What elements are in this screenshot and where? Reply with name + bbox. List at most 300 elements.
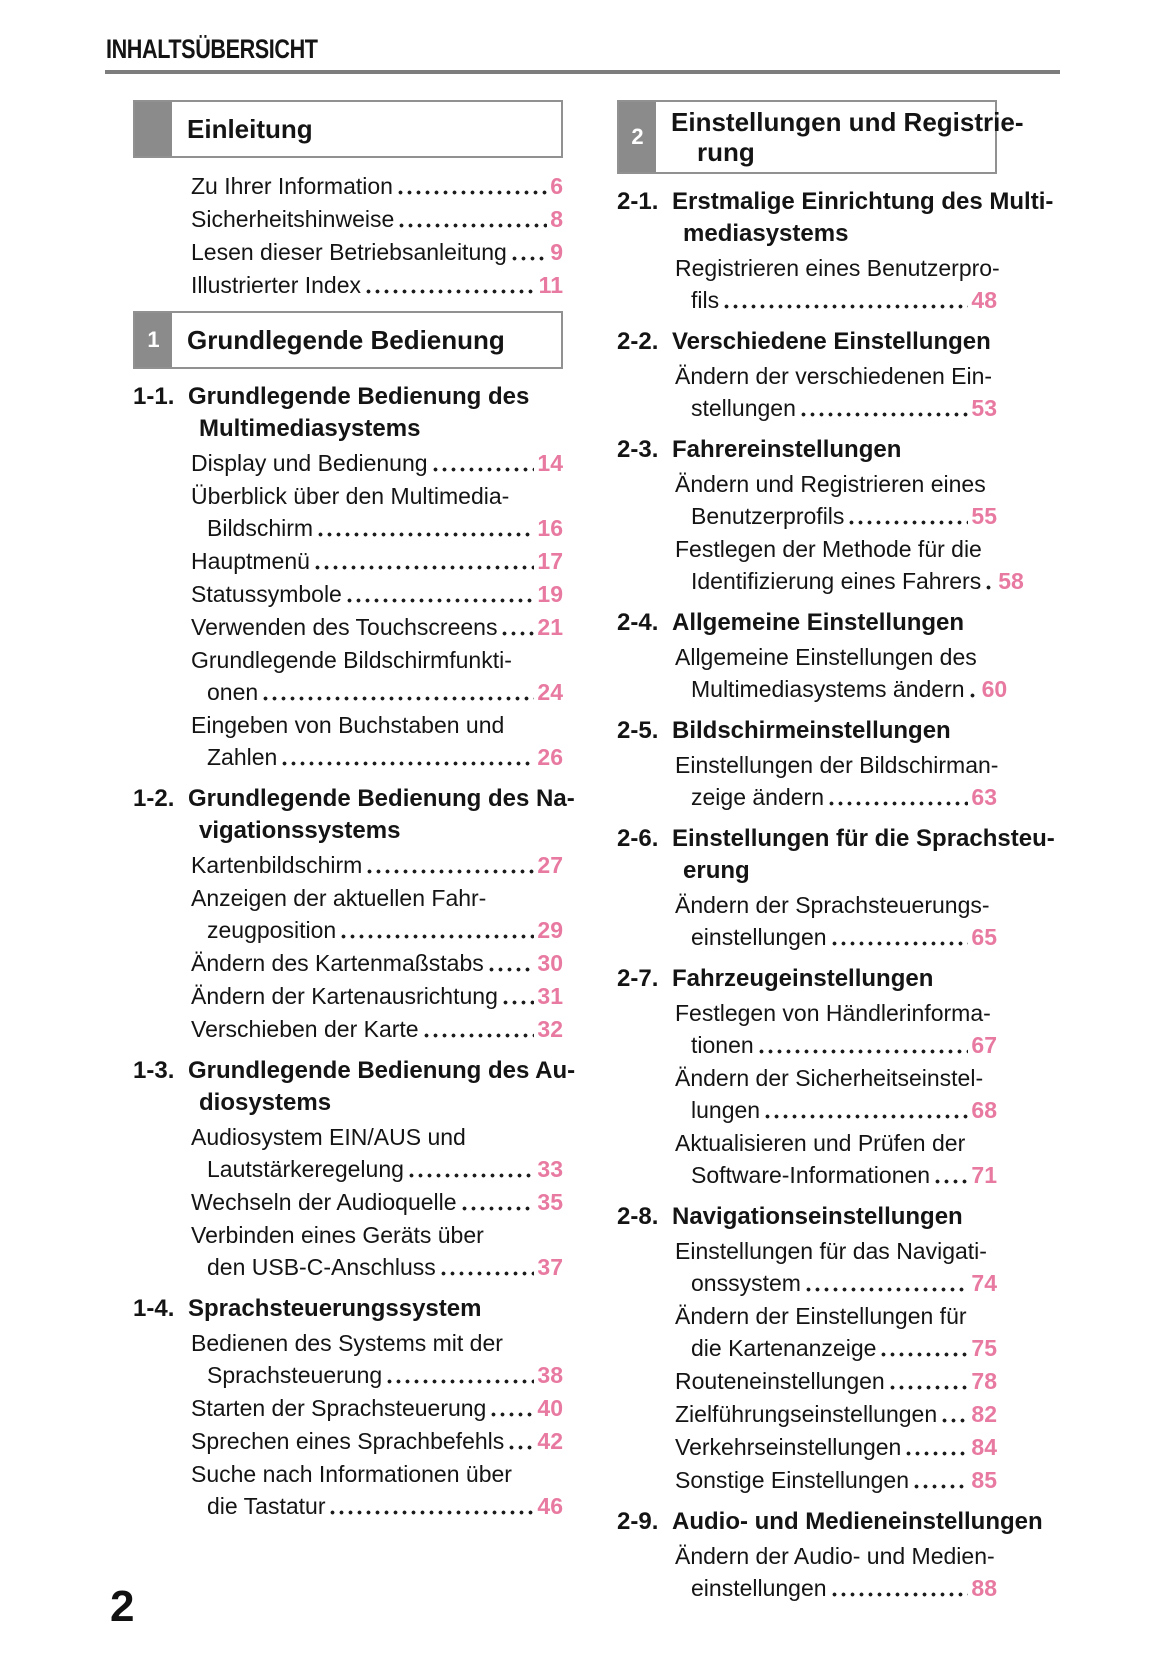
toc-entry-line (617, 360, 997, 392)
toc-entry-text: Bildschirm (207, 515, 314, 541)
section-heading (133, 1293, 563, 1325)
chapter-title-line: Grundlegende Bedienung (187, 325, 505, 355)
toc-entry-line (617, 641, 997, 673)
toc-entry-text: Sprachsteuerung (207, 1362, 383, 1388)
toc-entry (617, 1235, 997, 1299)
dot-leader (397, 189, 547, 196)
section-number: 2-3. (617, 436, 659, 463)
toc-entry-text: die Tastatur (207, 1493, 326, 1519)
toc-entry-text: Verbinden eines Geräts über (191, 1222, 484, 1248)
page-ref: 26 (537, 744, 563, 770)
section-heading (617, 823, 1055, 887)
toc-entry-text: Display und Bedienung (191, 450, 428, 476)
chapter-box (133, 311, 563, 369)
dot-leader (764, 1113, 968, 1120)
toc-column-left (133, 100, 576, 1523)
section-title-text: Verschiedene Einstellungen (672, 328, 991, 355)
toc-entry-line (133, 1153, 563, 1185)
page-ref: 9 (550, 239, 563, 265)
page-ref: 14 (537, 450, 563, 476)
toc-entry-text: onssystem (691, 1270, 801, 1296)
page-ref: 11 (538, 272, 563, 298)
toc-entry-text: Audiosystem EIN/AUS und (191, 1124, 466, 1150)
toc-entry-text: Multimediasystems ändern (691, 676, 965, 702)
toc-entry-line (617, 1332, 997, 1364)
section-title-line (617, 715, 997, 747)
toc-entry (133, 644, 563, 708)
dot-leader (934, 1178, 968, 1185)
page-ref: 35 (537, 1189, 563, 1215)
chapter-number-tab (135, 102, 172, 156)
toc-entry-text: Anzeigen der aktuellen Fahr- (191, 885, 487, 911)
toc-entry-line (617, 392, 997, 424)
section-heading (617, 1201, 997, 1233)
toc-column-right (617, 100, 1055, 1605)
dot-leader (723, 303, 968, 310)
toc-entry-line (617, 1300, 997, 1332)
toc-entry-line (133, 512, 563, 544)
dot-leader (805, 1286, 968, 1293)
section-title-line: erung (683, 857, 750, 884)
toc-entry-line (133, 236, 563, 268)
toc-entry-text: Ändern der Kartenausrichtung (191, 983, 498, 1009)
toc-entry-line (133, 1359, 563, 1391)
section-number: 2-8. (617, 1203, 659, 1230)
dot-leader (848, 519, 968, 526)
section-heading (617, 186, 1054, 250)
toc-entry-line (617, 749, 997, 781)
toc-entry-text: Registrieren eines Benutzerpro- (675, 255, 1000, 281)
section-title-text: Fahrzeugeinstellungen (672, 965, 934, 992)
toc-entry-text: Ändern des Kartenmaßstabs (191, 950, 484, 976)
section-title-line (617, 963, 997, 995)
dot-leader (461, 1205, 535, 1212)
toc-entry (133, 849, 563, 881)
toc-entry-line (617, 1029, 997, 1061)
page-ref: 37 (537, 1254, 563, 1280)
toc-entry (133, 447, 563, 479)
toc-entry-text: Ändern der Sicherheitseinstel- (675, 1065, 984, 1091)
page-ref: 33 (537, 1156, 563, 1182)
toc-entry (133, 882, 563, 946)
dot-leader (508, 1444, 534, 1451)
toc-entry-text: Einstellungen der Bildschirman- (675, 752, 999, 778)
toc-entry (617, 1431, 997, 1463)
page-ref: 19 (537, 581, 563, 607)
toc-entry-text: Zu Ihrer Information (191, 173, 393, 199)
toc-entry-line (133, 611, 563, 643)
section-title-text: Grundlegende Bedienung des (188, 383, 530, 410)
section-heading (617, 963, 997, 995)
page-title: INHALTSÜBERSICHT (106, 34, 318, 64)
section-number: 1-3. (133, 1057, 175, 1084)
section-title-line (617, 823, 1055, 855)
toc-entry (133, 709, 563, 773)
toc-entry-line (617, 533, 997, 565)
toc-entry-line (133, 545, 563, 577)
toc-entry (133, 980, 563, 1012)
toc-entry-text: Lautstärkeregelung (207, 1156, 404, 1182)
toc-entry (617, 533, 1024, 597)
toc-entry-text: die Kartenanzeige (691, 1335, 877, 1361)
dot-leader (985, 584, 995, 591)
page-ref: 42 (537, 1428, 563, 1454)
toc-entry (133, 1121, 563, 1185)
toc-entry (133, 236, 563, 268)
section-title-line: vigationssystems (199, 817, 401, 844)
toc-entry-text: Suche nach Informationen über (191, 1461, 512, 1487)
toc-entry-line (133, 1327, 563, 1359)
section-number: 2-7. (617, 965, 659, 992)
dot-leader (365, 288, 536, 295)
dot-leader (969, 692, 979, 699)
toc-entry-text: lungen (691, 1097, 761, 1123)
dot-leader (346, 597, 535, 604)
dot-leader (502, 999, 535, 1006)
toc-entry (617, 997, 997, 1061)
toc-entry (133, 578, 563, 610)
toc-entry-line (133, 1490, 563, 1522)
toc-entry-line (133, 741, 563, 773)
toc-entry-text: Hauptmenü (191, 548, 310, 574)
toc-entry-text: Routeneinstellungen (675, 1368, 885, 1394)
page-ref: 17 (537, 548, 563, 574)
toc-entry (617, 1464, 997, 1496)
section-heading (133, 381, 563, 445)
toc-entry-line (617, 1572, 997, 1604)
toc-entry-line (133, 1013, 563, 1045)
toc-entry (133, 611, 563, 643)
toc-entry-text: Festlegen von Händlerinforma- (675, 1000, 991, 1026)
toc-entry-text: Kartenbildschirm (191, 852, 363, 878)
section-title-line (133, 783, 575, 815)
chapter-title-line: Einleitung (187, 114, 313, 144)
toc-entry (133, 1219, 563, 1283)
section-heading (133, 1055, 576, 1119)
toc-entry (617, 1540, 997, 1604)
dot-leader (314, 564, 534, 571)
section-heading (617, 326, 997, 358)
toc-entry-text: Bedienen des Systems mit der (191, 1330, 503, 1356)
page-ref: 71 (971, 1162, 997, 1188)
dot-leader (831, 1591, 969, 1598)
header-rule (105, 70, 1060, 74)
toc-entry-text: tionen (691, 1032, 754, 1058)
toc-entry-line (617, 1398, 997, 1430)
page-ref: 68 (971, 1097, 997, 1123)
toc-entry-line (617, 1431, 997, 1463)
toc-entry-line (133, 709, 563, 741)
toc-entry-text: Aktualisieren und Prüfen der (675, 1130, 966, 1156)
page-number: 2 (110, 1582, 135, 1631)
dot-leader (501, 630, 534, 637)
section-title-text: Bildschirmeinstellungen (672, 717, 951, 744)
section-title-text: Sprachsteuerungssystem (188, 1295, 482, 1322)
toc-entry (133, 170, 563, 202)
toc-entry (133, 480, 563, 544)
toc-entry-text: Sprechen eines Sprachbefehls (191, 1428, 505, 1454)
toc-entry-text: zeugposition (207, 917, 337, 943)
page-ref: 21 (537, 614, 563, 640)
toc-entry-line (617, 1062, 997, 1094)
dot-leader (913, 1483, 968, 1490)
toc-entry (133, 203, 563, 235)
dot-leader (440, 1270, 535, 1277)
dot-leader (511, 255, 547, 262)
dot-leader (905, 1450, 968, 1457)
toc-entry-line (133, 1425, 563, 1457)
toc-entry (133, 269, 563, 301)
section-number: 2-2. (617, 328, 659, 355)
page-ref: 88 (971, 1575, 997, 1601)
section-title-line: mediasystems (683, 220, 849, 247)
section-heading (617, 607, 997, 639)
toc-entry-line (617, 1464, 997, 1496)
dot-leader (408, 1172, 534, 1179)
section-heading (617, 715, 997, 747)
page-ref: 53 (971, 395, 997, 421)
toc-entry-line (617, 1094, 997, 1126)
page-ref: 55 (971, 503, 997, 529)
toc-entry-line (133, 1251, 563, 1283)
dot-leader (329, 1509, 534, 1516)
section-title-line (133, 1055, 576, 1087)
section-title-text: Grundlegende Bedienung des Na- (188, 785, 575, 812)
page-ref: 31 (537, 983, 563, 1009)
section-title-text: Audio- und Medieneinstellungen (672, 1508, 1043, 1535)
toc-entry (617, 1062, 997, 1126)
toc-entry-text: Festlegen der Methode für die (675, 536, 982, 562)
section-number: 2-9. (617, 1508, 659, 1535)
toc-entry (133, 1458, 563, 1522)
toc-entry (133, 947, 563, 979)
chapter-number-tab: 2 (619, 102, 656, 172)
section-title-text: Navigationseinstellungen (672, 1203, 963, 1230)
toc-entry (617, 1300, 997, 1364)
section-heading (617, 1506, 1043, 1538)
toc-entry (617, 468, 997, 532)
page-ref: 8 (550, 206, 563, 232)
section-title-line (617, 1506, 1043, 1538)
section-heading (133, 783, 575, 847)
toc-entry-line (133, 914, 563, 946)
toc-entry-text: den USB-C-Anschluss (207, 1254, 436, 1280)
toc-entry-line (133, 882, 563, 914)
section-title-line (133, 381, 563, 413)
toc-entry (617, 1127, 997, 1191)
toc-entry-text: Verschieben der Karte (191, 1016, 419, 1042)
toc-entry-line (133, 980, 563, 1012)
dot-leader (880, 1351, 968, 1358)
toc-entry (617, 641, 1008, 705)
dot-leader (423, 1032, 535, 1039)
page-ref: 32 (537, 1016, 563, 1042)
toc-entry (617, 252, 1000, 316)
toc-entry-text: Starten der Sprachsteuerung (191, 1395, 487, 1421)
toc-entry-text: onen (207, 679, 259, 705)
toc-entry-line (133, 1186, 563, 1218)
toc-entry-line (617, 252, 1000, 284)
section-title-line (617, 1201, 997, 1233)
toc-entry-text: Ändern der Sprachsteuerungs- (675, 892, 990, 918)
dot-leader (366, 868, 534, 875)
page-ref: 38 (537, 1362, 563, 1388)
chapter-title (172, 313, 513, 367)
toc-entry-text: zeige ändern (691, 784, 824, 810)
dot-leader (941, 1417, 968, 1424)
page-ref: 24 (537, 679, 563, 705)
chapter-box (133, 100, 563, 158)
toc-entry-text: Allgemeine Einstellungen des (675, 644, 977, 670)
chapter-title-line: Einstellungen und Registrie- (671, 107, 1024, 137)
toc-entry (133, 1392, 563, 1424)
toc-entry-text: Illustrierter Index (191, 272, 362, 298)
toc-entry-text: Statussymbole (191, 581, 342, 607)
page-ref: 84 (971, 1434, 997, 1460)
toc-entry-line (133, 480, 563, 512)
section-title-text: Einstellungen für die Sprachsteu- (672, 825, 1055, 852)
toc-entry-text: stellungen (691, 395, 796, 421)
toc-entry-line (133, 849, 563, 881)
dot-leader (490, 1411, 534, 1418)
dot-leader (317, 531, 534, 538)
toc-entry-text: Software-Informationen (691, 1162, 931, 1188)
toc-entry (133, 545, 563, 577)
section-heading (617, 434, 997, 466)
toc-entry-line (617, 1127, 997, 1159)
section-title-line (133, 1293, 563, 1325)
section-number: 1-2. (133, 785, 175, 812)
toc-entry-text: Verkehrseinstellungen (675, 1434, 902, 1460)
page-ref: 40 (537, 1395, 563, 1421)
toc-entry-line (617, 1267, 997, 1299)
page-ref: 6 (550, 173, 563, 199)
chapter-title (172, 102, 321, 156)
toc-entry (617, 889, 997, 953)
page-ref: 58 (998, 568, 1024, 594)
toc-entry-text: Eingeben von Buchstaben und (191, 712, 505, 738)
dot-leader (889, 1384, 969, 1391)
chapter-title-line: rung (697, 137, 755, 167)
dot-leader (386, 1378, 534, 1385)
toc-entry-text: Zielführungseinstellungen (675, 1401, 938, 1427)
toc-entry-text: einstellungen (691, 1575, 827, 1601)
toc-entry-text: Grundlegende Bildschirmfunkti- (191, 647, 512, 673)
toc-entry-text: Ändern der Audio- und Medien- (675, 1543, 995, 1569)
toc-entry-line (617, 1540, 997, 1572)
section-title-line: Multimediasystems (199, 415, 421, 442)
toc-entry-line (133, 1219, 563, 1251)
toc-entry-line (617, 284, 997, 316)
toc-entry-text: Sonstige Einstellungen (675, 1467, 909, 1493)
dot-leader (758, 1048, 969, 1055)
toc-entry-line (617, 1235, 997, 1267)
toc-entry-text: fils (691, 287, 720, 313)
section-title-text: Allgemeine Einstellungen (672, 609, 965, 636)
toc-entry-line (617, 889, 997, 921)
dot-leader (831, 940, 969, 947)
toc-entry-text: Ändern und Registrieren eines (675, 471, 986, 497)
page-ref: 60 (981, 676, 1008, 702)
page-ref: 67 (971, 1032, 997, 1058)
toc-entry-line (617, 921, 997, 953)
chapter-number-tab: 1 (135, 313, 172, 367)
page-ref: 46 (537, 1493, 563, 1519)
toc-entry-text: Benutzerprofils (691, 503, 845, 529)
toc-entry (133, 1425, 563, 1457)
toc-entry-line (617, 565, 1024, 597)
chapter-box (617, 100, 1024, 174)
toc-entry-line (133, 269, 563, 301)
toc-entry-text: Identifizierung eines Fahrers (691, 568, 982, 594)
toc-entry (133, 1186, 563, 1218)
toc-entry-line (617, 1365, 997, 1397)
toc-entry-text: Verwenden des Touchscreens (191, 614, 498, 640)
toc-entry-line (617, 781, 997, 813)
toc-entry-line (133, 947, 563, 979)
section-title-text: Erstmalige Einrichtung des Multi- (672, 188, 1054, 215)
toc-entry (133, 1327, 563, 1391)
section-number: 2-4. (617, 609, 659, 636)
toc-entry-line (133, 644, 563, 676)
toc-entry-text: einstellungen (691, 924, 827, 950)
section-title-line (617, 434, 997, 466)
toc-entry-line (133, 1392, 563, 1424)
toc-entry (617, 749, 997, 813)
dot-leader (262, 695, 534, 702)
page-ref: 75 (971, 1335, 997, 1361)
section-title-text: Grundlegende Bedienung des Au- (188, 1057, 576, 1084)
page-ref: 29 (537, 917, 563, 943)
section-number: 2-6. (617, 825, 659, 852)
toc-entry-text: Lesen dieser Betriebsanleitung (191, 239, 507, 265)
section-title-line: diosystems (199, 1089, 332, 1116)
toc-entry-text: Ändern der verschiedenen Ein- (675, 363, 993, 389)
dot-leader (488, 966, 535, 973)
toc-entry-text: Sicherheitshinweise (191, 206, 395, 232)
toc-entry-line (617, 468, 997, 500)
page-ref: 27 (537, 852, 563, 878)
toc-entry-text: Ändern der Einstellungen für (675, 1303, 967, 1329)
dot-leader (281, 760, 534, 767)
toc-entry-line (133, 1121, 563, 1153)
page-ref: 16 (537, 515, 563, 541)
toc-entry (617, 360, 997, 424)
toc-entry-line (617, 997, 997, 1029)
section-number: 2-1. (617, 188, 659, 215)
toc-entry-line (617, 1159, 997, 1191)
toc-entry-text: Zahlen (207, 744, 278, 770)
toc-entry-line (617, 673, 1008, 705)
toc-entry-line (617, 500, 997, 532)
toc-entry-text: Überblick über den Multimedia- (191, 483, 510, 509)
toc-entry-line (133, 203, 563, 235)
section-number: 2-5. (617, 717, 659, 744)
toc-entry (617, 1398, 997, 1430)
section-number: 1-1. (133, 383, 175, 410)
page-ref: 63 (971, 784, 997, 810)
toc-entry-line (133, 447, 563, 479)
dot-leader (398, 222, 547, 229)
page-ref: 65 (971, 924, 997, 950)
page-ref: 48 (971, 287, 997, 313)
toc-entry-text: Wechseln der Audioquelle (191, 1189, 457, 1215)
dot-leader (432, 466, 535, 473)
toc-entry-line (133, 676, 563, 708)
chapter-title (656, 102, 1031, 172)
section-title-line (617, 326, 997, 358)
dot-leader (340, 933, 534, 940)
